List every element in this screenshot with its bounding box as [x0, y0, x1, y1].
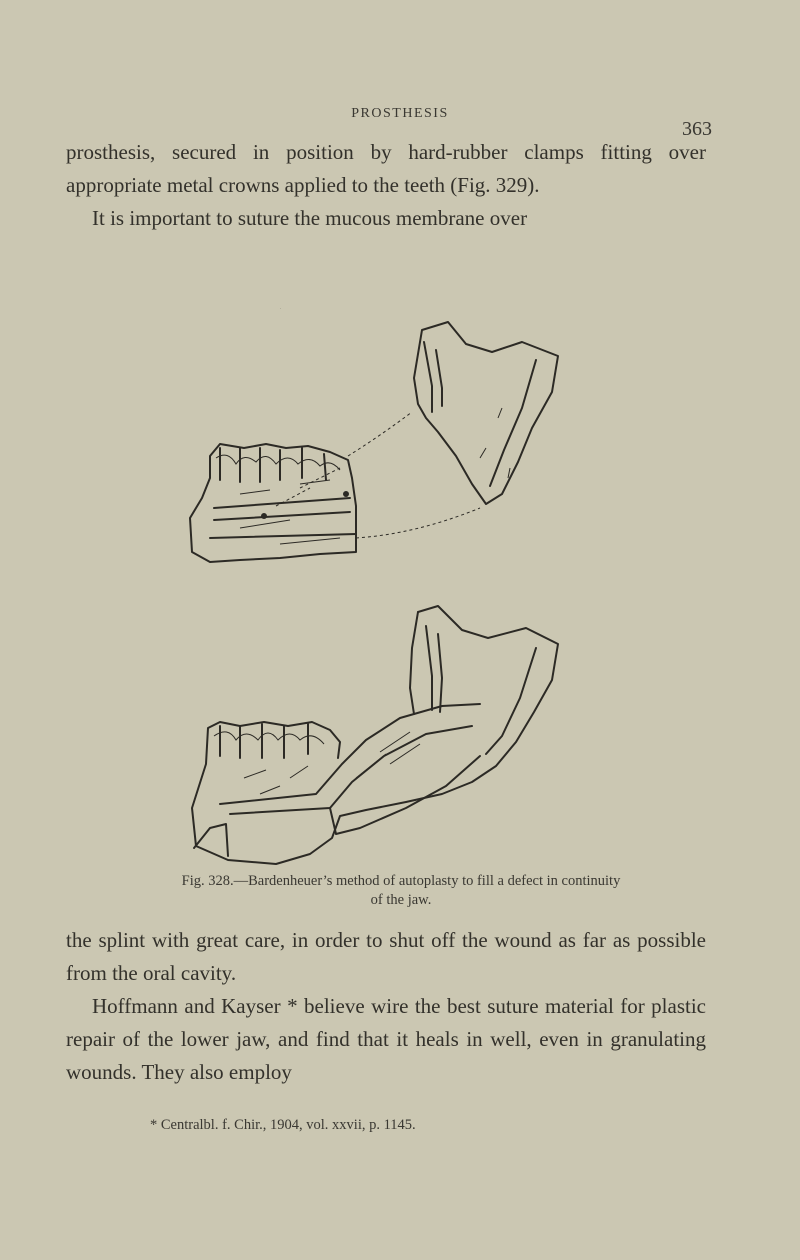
running-head: PROSTHESIS — [351, 106, 449, 121]
caption-line: Fig. 328.—Bardenheuer’s method of autoplasty to fill a defect in continuity — [181, 873, 621, 889]
jaw-drawing-lower — [192, 606, 558, 864]
figure-caption — [96, 872, 706, 910]
jaw-drawings — [180, 308, 580, 868]
paragraph: Hoffmann and Kayser * believe wire the best suture material for plastic repair of the lower jaw, and find that it heals in well, even in granulating wounds. They also employ — [66, 994, 706, 1084]
footnote: * Centralbl. f. Chir., 1904, vol. xxvii, p. 1145. — [150, 1117, 416, 1133]
figure-328-illustration — [180, 308, 580, 868]
page-number: 363 — [682, 118, 712, 140]
paragraph: the splint with great care, in order to shut off the wound as far as possible from the oral cavity. — [66, 928, 706, 985]
jaw-drawing-upper — [190, 308, 558, 562]
caption-line: of the jaw. — [370, 892, 432, 908]
paragraph: prosthesis, secured in position by hard-rubber clamps fitting over appropriate metal crowns applied to the teeth (Fig. 329). — [66, 140, 706, 197]
text-block-top — [66, 136, 706, 235]
text-block-bottom — [66, 924, 706, 1089]
paragraph: It is important to suture the mucous membrane over — [92, 206, 528, 230]
